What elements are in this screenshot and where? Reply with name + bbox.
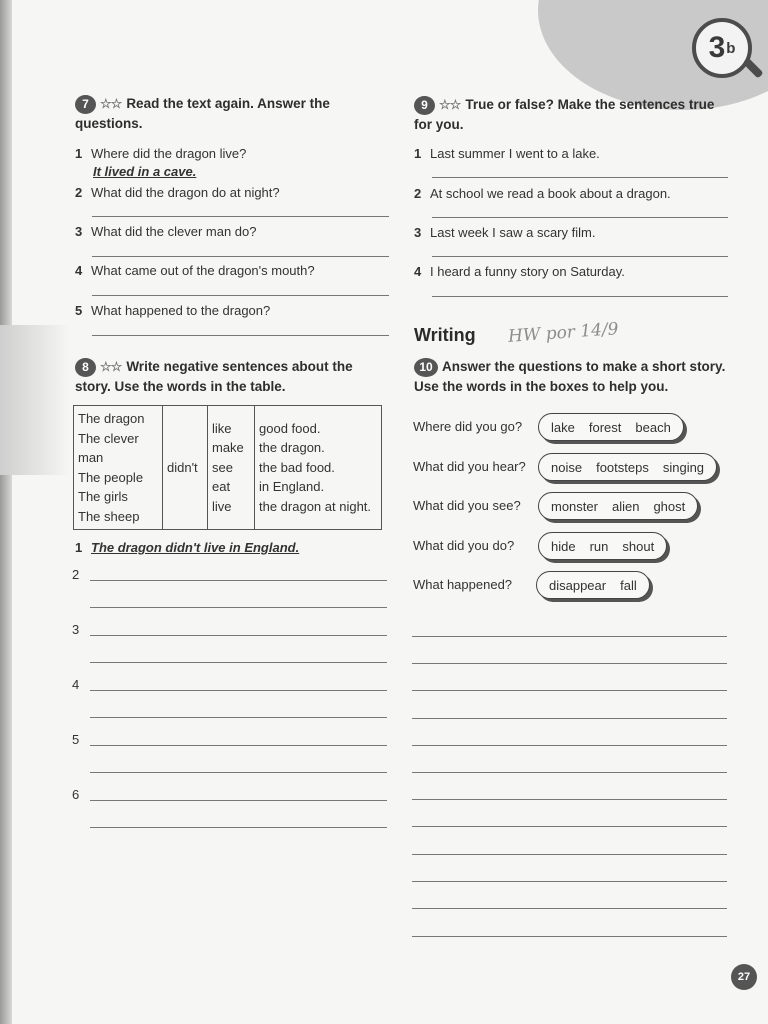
ex8-instruction: Write negative sentences about the story. Use the words in the table. xyxy=(75,359,353,394)
ex7-item-2: 2 What did the dragon do at night? xyxy=(75,185,280,200)
star-icon: ☆☆ xyxy=(439,97,461,112)
ex8-example: 1 The dragon didn't live in England. xyxy=(75,540,300,555)
ex9-instruction: True or false? Make the sentences true for you. xyxy=(414,97,715,132)
answer-line[interactable] xyxy=(92,335,389,336)
ex9-item-2: 2 At school we read a book about a dragon. xyxy=(414,186,671,201)
answer-line[interactable] xyxy=(90,690,387,691)
ex7-item-4: 4 What came out of the dragon's mouth? xyxy=(75,263,315,278)
answer-line[interactable] xyxy=(90,745,387,746)
page-number: 27 xyxy=(731,964,757,990)
ex9-item-4: 4 I heard a funny story on Saturday. xyxy=(414,264,625,279)
star-icon: ☆☆ xyxy=(100,96,122,111)
ex7-item-3: 3 What did the clever man do? xyxy=(75,224,257,239)
star-icon: ☆☆ xyxy=(100,359,122,374)
answer-line[interactable] xyxy=(90,662,387,663)
answer-line[interactable] xyxy=(92,256,389,257)
verbs-column: like make see eat live xyxy=(208,406,255,530)
ex9-item-3: 3 Last week I saw a scary film. xyxy=(414,225,596,240)
ex9-number: 9 xyxy=(414,96,435,115)
objects-column: good food. the dragon. the bad food. in England. the dragon at night. xyxy=(255,406,382,530)
ex7-item-1: 1 Where did the dragon live? xyxy=(75,146,247,161)
writing-line[interactable] xyxy=(412,745,727,746)
writing-line[interactable] xyxy=(412,663,727,664)
answer-line[interactable] xyxy=(90,580,387,581)
ex8-heading xyxy=(75,357,385,397)
answer-line[interactable] xyxy=(432,177,728,178)
unit-badge xyxy=(692,18,752,78)
ex8-row-6: 6 xyxy=(72,787,80,802)
writing-line[interactable] xyxy=(412,936,727,937)
word-table xyxy=(73,405,382,530)
ex8-row-5: 5 xyxy=(72,732,80,747)
ex7-instruction: Read the text again. Answer the questions. xyxy=(75,96,330,131)
unit-number: 3 xyxy=(708,31,726,64)
ex10-question: What did you see? xyxy=(413,498,521,513)
answer-line[interactable] xyxy=(92,295,389,296)
answer-line[interactable] xyxy=(90,717,387,718)
answer-line[interactable] xyxy=(432,296,728,297)
word-box: monster alien ghost xyxy=(538,492,698,520)
subjects-column: The dragon The clever man The people The girls The sheep xyxy=(74,406,163,530)
ex8-number: 8 xyxy=(75,358,96,377)
handwritten-note: HW por 14/9 xyxy=(507,319,620,347)
writing-title: Writing xyxy=(414,325,476,345)
ex7-number: 7 xyxy=(75,95,96,114)
writing-line[interactable] xyxy=(412,718,727,719)
ex9-item-1: 1 Last summer I went to a lake. xyxy=(414,146,600,161)
word-box: hide run shout xyxy=(538,532,667,560)
writing-line[interactable] xyxy=(412,636,727,637)
word-box: lake forest beach xyxy=(538,413,684,441)
ex7-answer-1: It lived in a cave. xyxy=(93,164,197,179)
ex10-question: Where did you go? xyxy=(413,419,523,434)
answer-line[interactable] xyxy=(432,217,728,218)
ex8-row-2: 2 xyxy=(72,567,80,582)
writing-line[interactable] xyxy=(412,881,727,882)
ex10-number: 10 xyxy=(414,358,438,377)
writing-line[interactable] xyxy=(412,799,727,800)
ex8-row-4: 4 xyxy=(72,677,80,692)
scan-shadow xyxy=(0,325,70,475)
writing-line[interactable] xyxy=(412,854,727,855)
writing-line[interactable] xyxy=(412,690,727,691)
word-box: disappear fall xyxy=(536,571,650,599)
writing-line[interactable] xyxy=(412,908,727,909)
word-box: noise footsteps singing xyxy=(538,453,717,481)
answer-line[interactable] xyxy=(90,800,387,801)
ex10-instruction: Answer the questions to make a short story. Use the words in the boxes to help you. xyxy=(414,359,726,394)
ex10-question: What did you do? xyxy=(413,538,515,553)
ex8-row-3: 3 xyxy=(72,622,80,637)
page-binding xyxy=(0,0,12,1024)
auxiliary-column: didn't xyxy=(163,406,208,530)
ex9-heading xyxy=(414,95,734,135)
answer-line[interactable] xyxy=(432,256,728,257)
answer-line[interactable] xyxy=(90,635,387,636)
answer-line[interactable] xyxy=(90,607,387,608)
ex10-question: What happened? xyxy=(413,577,513,592)
ex7-item-5: 5 What happened to the dragon? xyxy=(75,303,271,318)
answer-line[interactable] xyxy=(90,827,387,828)
ex10-heading xyxy=(414,357,734,397)
answer-line[interactable] xyxy=(90,772,387,773)
ex7-heading xyxy=(75,94,375,134)
answer-line[interactable] xyxy=(92,216,389,217)
ex10-question: What did you hear? xyxy=(413,459,526,474)
writing-line[interactable] xyxy=(412,772,727,773)
unit-letter: b xyxy=(726,39,736,57)
writing-line[interactable] xyxy=(412,826,727,827)
